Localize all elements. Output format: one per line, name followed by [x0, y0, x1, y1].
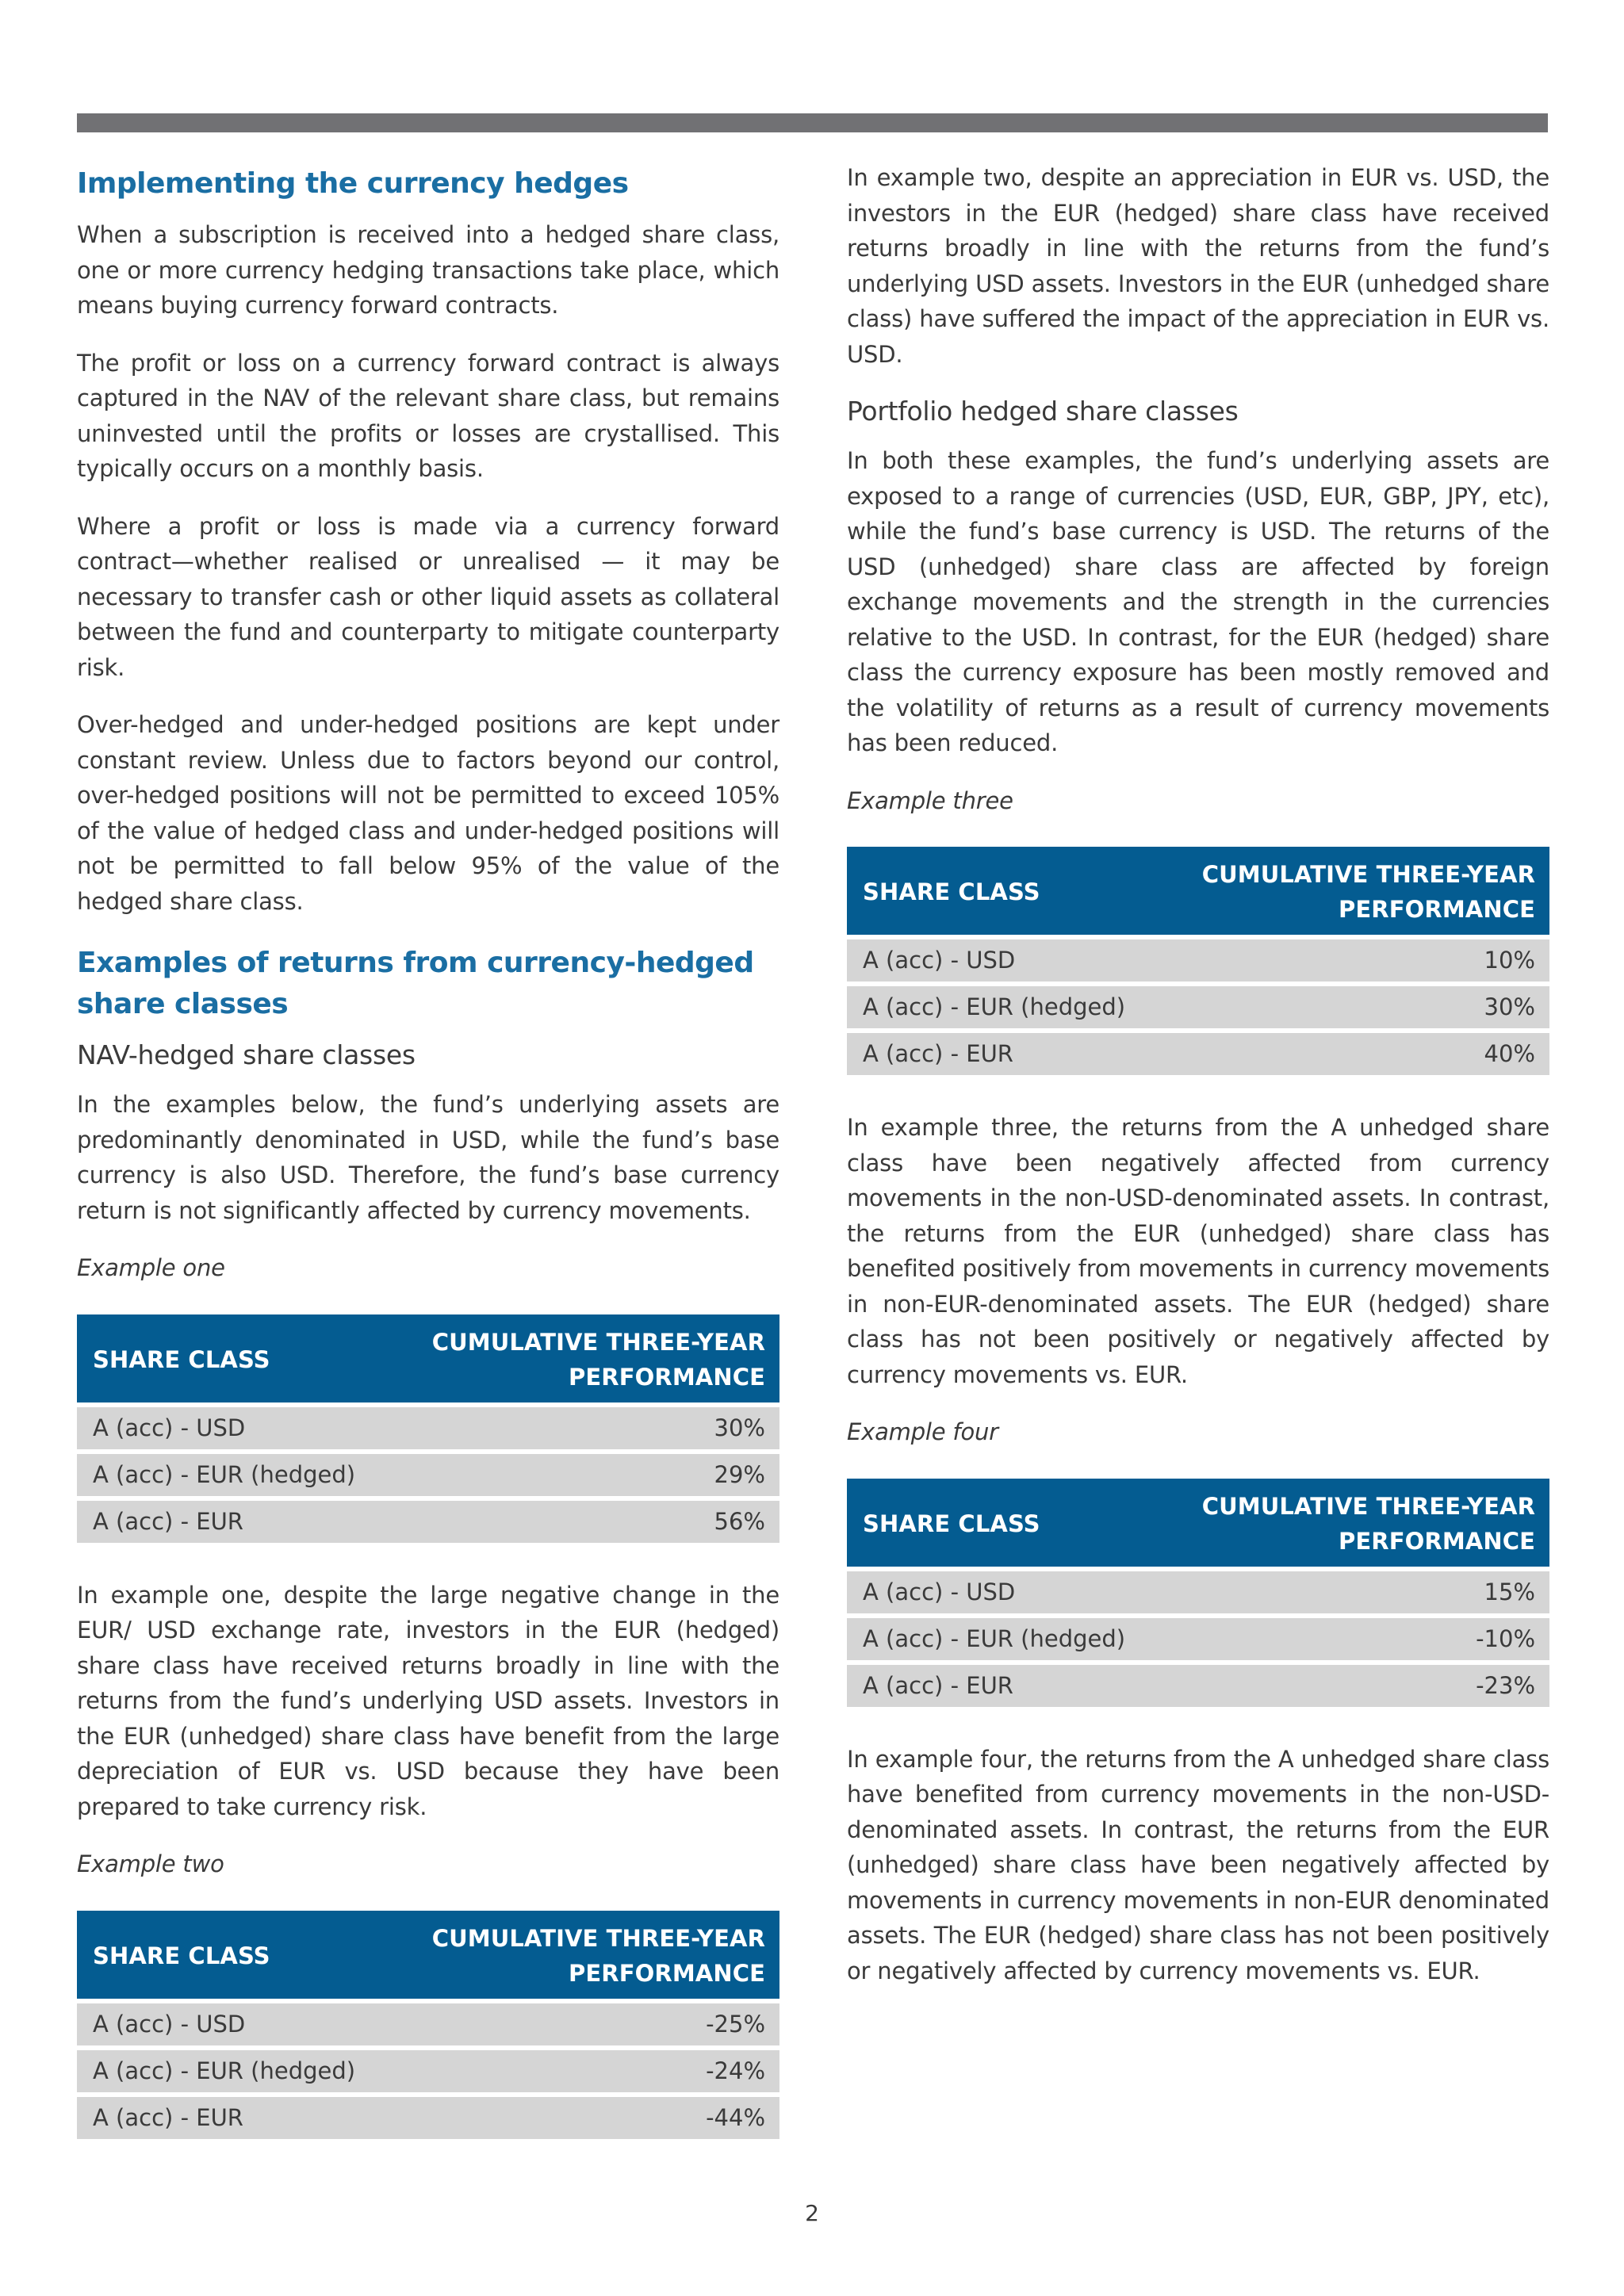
header-share-class: SHARE CLASS [77, 1911, 390, 1999]
paragraph: In example one, despite the large negative change in the EUR/ USD exchange rate, investors in the EUR (hedged) share class have received returns broadly in line with the returns from the fund’s underlying USD assets. Investors in the EUR (unhedged) share class have benefit from the large depreciation of EUR vs. USD because they have been prepared to take currency risk. [77, 1581, 779, 1820]
table-header-row [847, 1479, 1549, 1567]
header-performance [390, 1911, 779, 1999]
table-header-row [77, 1911, 779, 1999]
example-three-table [847, 842, 1549, 1080]
header-share-class: SHARE CLASS [847, 847, 1160, 935]
paragraph: In example three, the returns from the A unhedged share class have been negatively affected from currency movements in the non-USD-denominated assets. In contrast, the returns from the EUR (unhedged) share class has benefited positively from movements in currency movements in non-EUR-denominated assets. The EUR (hedged) share class has not been positively or negatively affected by currency movements vs. EUR. [847, 1114, 1549, 1388]
share-class-cell: A (acc) - USD [847, 939, 1160, 982]
share-class-cell: A (acc) - EUR [77, 1501, 390, 1543]
header-performance-line1: CUMULATIVE THREE-YEAR [431, 1924, 765, 1952]
performance-cell: 30% [1160, 986, 1549, 1028]
header-performance [1160, 1479, 1549, 1567]
header-performance-line2: PERFORMANCE [1339, 1527, 1535, 1555]
performance-cell: 10% [1160, 939, 1549, 982]
share-class-cell: A (acc) - EUR [847, 1033, 1160, 1075]
performance-cell: 15% [1160, 1571, 1549, 1613]
example-label: Example one [77, 1254, 225, 1281]
share-class-cell: A (acc) - USD [77, 1407, 390, 1449]
share-class-cell: A (acc) - EUR [77, 2097, 390, 2139]
paragraph: In the examples below, the fund’s underlying assets are predominantly denominated in USD, while the fund’s base currency is also USD. Therefore, the fund’s base currency return is not significantly affected by currency movements. [77, 1091, 779, 1224]
paragraph: In both these examples, the fund’s underlying assets are exposed to a range of currencies (USD, EUR, GBP, JPY, etc), while the fund’s base currency is USD. The returns of the USD (unhedged) share class are affected by foreign exchange movements and the strength in the currencies relative to the USD. In contrast, for the EUR (hedged) share class the currency exposure has been mostly removed and the volatility of returns as a result of currency movements has been reduced. [847, 447, 1549, 756]
header-share-class: SHARE CLASS [847, 1479, 1160, 1567]
table-row [847, 1571, 1549, 1613]
header-performance [1160, 847, 1549, 935]
share-class-cell: A (acc) - EUR (hedged) [847, 1618, 1160, 1660]
table-row [77, 1501, 779, 1543]
example-four-table [847, 1474, 1549, 1712]
table-header-row [77, 1314, 779, 1402]
header-performance-line1: CUMULATIVE THREE-YEAR [431, 1328, 765, 1356]
header-performance-line2: PERFORMANCE [1339, 896, 1535, 923]
table-row [77, 2003, 779, 2045]
right-column [847, 160, 1549, 2011]
header-performance-line2: PERFORMANCE [569, 1363, 765, 1391]
performance-cell: -24% [390, 2050, 779, 2092]
paragraph: Where a profit or loss is made via a currency forward contract—whether realised or unrealised — it may be necessary to transfer cash or other liquid assets as collateral between the fund and counterparty to mitigate counterparty risk. [77, 512, 779, 681]
share-class-cell: A (acc) - EUR [847, 1665, 1160, 1707]
table-row [847, 1033, 1549, 1075]
paragraph: Over-hedged and under-hedged positions are kept under constant review. Unless due to factors beyond our control, over-hedged positions will not be permitted to exceed 105% of the value of hedged class and under-hedged positions will not be permitted to fall below 95% of the value of the hedged share class. [77, 711, 779, 915]
subheading-nav-hedged: NAV-hedged share classes [77, 1039, 416, 1070]
performance-cell: 56% [390, 1501, 779, 1543]
example-label: Example three [847, 786, 1013, 814]
performance-cell: 30% [390, 1407, 779, 1449]
section-heading-examples: Examples of returns from currency-hedged share classes [77, 947, 754, 1020]
table-row [847, 1665, 1549, 1707]
table-row [847, 986, 1549, 1028]
table-row [77, 1454, 779, 1496]
example-one-table [77, 1310, 779, 1548]
example-label: Example four [847, 1418, 998, 1445]
paragraph: In example two, despite an appreciation in EUR vs. USD, the investors in the EUR (hedged) share class have received returns broadly in line with the returns from the fund’s underlying USD assets. Investors in the EUR (unhedged share class) have suffered the impact of the appreciation in EUR vs. USD. [847, 164, 1549, 368]
example-two-table [77, 1906, 779, 2144]
share-class-cell: A (acc) - EUR (hedged) [77, 1454, 390, 1496]
header-share-class: SHARE CLASS [77, 1314, 390, 1402]
share-class-cell: A (acc) - USD [77, 2003, 390, 2045]
share-class-cell: A (acc) - EUR (hedged) [77, 2050, 390, 2092]
paragraph: In example four, the returns from the A unhedged share class have benefited from currency movements in the non-USD-denominated assets. In contrast, the returns from the EUR (unhedged) share class have been negatively affected by movements in currency movements in non-EUR denominated assets. The EUR (hedged) share class has not been positively or negatively affected by currency movements vs. EUR. [847, 1745, 1549, 1984]
performance-cell: 40% [1160, 1033, 1549, 1075]
header-performance-line1: CUMULATIVE THREE-YEAR [1201, 861, 1535, 888]
performance-cell: 29% [390, 1454, 779, 1496]
table-row [77, 2050, 779, 2092]
section-heading-implementing: Implementing the currency hedges [77, 167, 629, 200]
paragraph: When a subscription is received into a hedged share class, one or more currency hedging transactions take place, which means buying currency forward contracts. [77, 221, 779, 319]
table-header-row [847, 847, 1549, 935]
table-row [77, 1407, 779, 1449]
top-divider-bar [77, 113, 1548, 132]
table-row [847, 1618, 1549, 1660]
table-row [847, 939, 1549, 982]
share-class-cell: A (acc) - EUR (hedged) [847, 986, 1160, 1028]
header-performance [390, 1314, 779, 1402]
performance-cell: -10% [1160, 1618, 1549, 1660]
table-row [77, 2097, 779, 2139]
example-label: Example two [77, 1850, 224, 1877]
performance-cell: -25% [390, 2003, 779, 2045]
share-class-cell: A (acc) - USD [847, 1571, 1160, 1613]
performance-cell: -23% [1160, 1665, 1549, 1707]
header-performance-line2: PERFORMANCE [569, 1959, 765, 1987]
subheading-portfolio-hedged: Portfolio hedged share classes [847, 396, 1239, 427]
performance-cell: -44% [390, 2097, 779, 2139]
paragraph: The profit or loss on a currency forward contract is always captured in the NAV of the relevant share class, but remains uninvested until the profits or losses are crystallised. This typically occurs on a monthly basis. [77, 349, 779, 482]
page-number: 2 [805, 2200, 819, 2226]
header-performance-line1: CUMULATIVE THREE-YEAR [1201, 1492, 1535, 1520]
left-column [77, 163, 779, 2174]
